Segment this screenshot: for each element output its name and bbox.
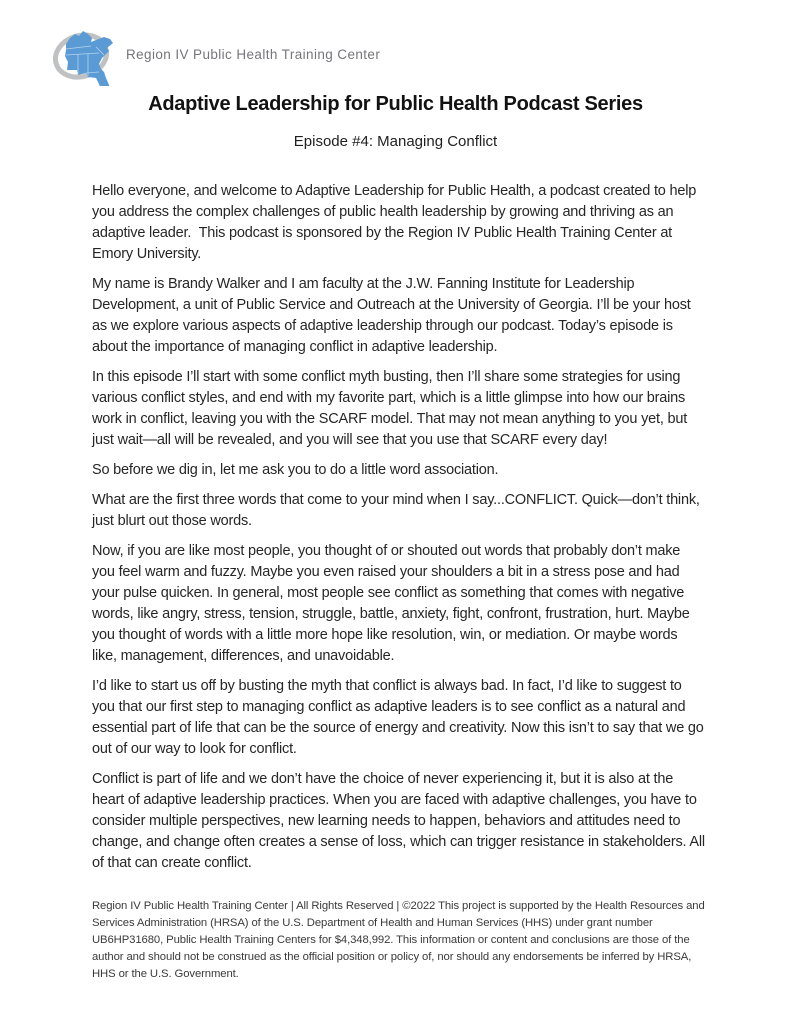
region-iv-map-icon xyxy=(52,22,116,86)
paragraph: So before we dig in, let me ask you to do a little word association. xyxy=(92,462,499,478)
footer-text: Region IV Public Health Training Center | All Rights Reserved | ©2022 This project is supported by the Health Resources and Services Administration (HRSA) of the U.S. Department of Health and Human Services (HHS) under grant number UB6HP31680, Public Health Training Centers for $4,348,992. This information or content and conclusions are those of the author and should not be construed as the official position or policy of, nor should any endorsements be inferred by HRSA, HHS or the U.S. Government. xyxy=(92,900,708,980)
transcript-body xyxy=(92,181,709,883)
page-title: Adaptive Leadership for Public Health Podcast Series xyxy=(148,93,643,115)
paragraph: My name is Brandy Walker and I am faculty at the J.W. Fanning Institute for Leadership Development, a unit of Public Service and Outreach at the University of Georgia. I’ll be your host as we explore various aspects of adaptive leadership through our podcast. Today’s episode is about the importance of managing conflict in adaptive leadership. xyxy=(92,276,695,355)
paragraph: In this episode I’ll start with some conflict myth busting, then I’ll share some strategies for using various conflict styles, and end with my favorite part, which is a little glimpse into how our brains work in conflict, leaving you with the SCARF model. That may not mean anything to you yet, but just wait—all will be revealed, and you will see that you use that SCARF every day! xyxy=(92,369,691,448)
logo-text: Region IV Public Health Training Center xyxy=(126,46,381,62)
paragraph: I’d like to start us off by busting the myth that conflict is always bad. In fact, I’d like to suggest to you that our first step to managing conflict as adaptive leaders is to see conflict as a natural and essential part of life that can be the source of energy and creativity. Now this isn’t to say that we go out of our way to look for conflict. xyxy=(92,678,708,757)
page-subtitle: Episode #4: Managing Conflict xyxy=(293,133,498,150)
paragraph: Hello everyone, and welcome to Adaptive Leadership for Public Health, a podcast created to help you address the complex challenges of public health leadership by growing and thriving as an adaptive leader. This podcast is sponsored by the Region IV Public Health Training Center at Emory University. xyxy=(92,183,700,262)
paragraph: Now, if you are like most people, you thought of or shouted out words that probably don’t make you feel warm and fuzzy. Maybe you even raised your shoulders a bit in a stress pose and had your pulse quicken. In general, most people see conflict as something that comes with negative words, like angry, stress, tension, struggle, battle, anxiety, fight, confront, frustration, hurt. Maybe you thought of words with a little more hope like resolution, win, or mediation. Or maybe words like, management, differences, and unavoidable. xyxy=(92,543,694,664)
paragraph: Conflict is part of life and we don’t have the choice of never experiencing it, but it is also at the heart of adaptive leadership practices. When you are faced with adaptive challenges, you have to consider multiple perspectives, new learning needs to happen, behaviors and attitudes need to change, and change often creates a sense of loss, which can trigger resistance in stakeholders. All of that can create conflict. xyxy=(92,771,709,871)
org-logo xyxy=(52,22,380,86)
paragraph: What are the first three words that come to your mind when I say...CONFLICT. Quick—don’t think, just blurt out those words. xyxy=(92,492,704,529)
